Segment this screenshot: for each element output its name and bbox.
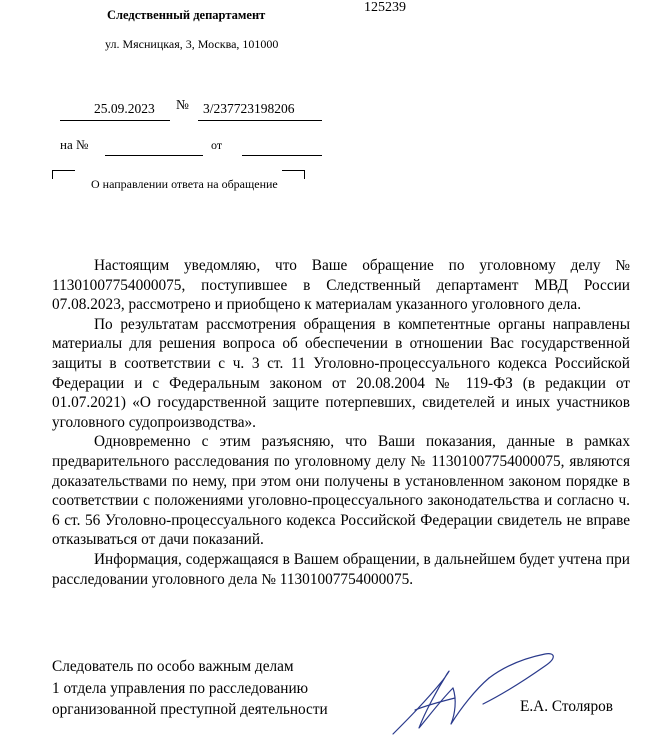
department-name: Следственный департамент — [107, 8, 266, 22]
body-paragraph: Одновременно с этим разъясняю, что Ваши показания, данные в рамках предварительного расследования по уголовному делу № 11301007754000075, являются доказательствами по нему, при этом они получены в установленном законом порядке в соответствии с положениями уголовно-процессуального законодательства и согласно ч. 6 ст. 56 Уголовно-процессуального кодекса Российской Федерации свидетель не вправе отказываться от дачи показаний. — [52, 433, 630, 549]
number-sign: № — [176, 97, 189, 112]
outgoing-date: 25.09.2023 — [94, 101, 155, 116]
document-id: 125239 — [364, 0, 406, 15]
body-paragraph: Настоящим уведомляю, что Ваше обращение по уголовному делу № 11301007754000075, поступившее в Следственный департамент МВД России 07.08.2023, рассмотрено и приобщено к материалам указанного уголовного дела. — [52, 257, 630, 314]
reference-number-label: на № — [60, 137, 89, 152]
reference-number-line — [105, 155, 203, 156]
handwritten-signature — [385, 650, 560, 736]
reference-date-line — [242, 155, 322, 156]
signatory-name: Е.А. Столяров — [520, 698, 613, 715]
subject-bracket-right — [282, 170, 305, 179]
letter-body — [52, 256, 630, 589]
body-paragraph: Информация, содержащаяся в Вашем обращении, в дальнейшем будет учтена при расследовании уголовного дела № 11301007754000075. — [52, 550, 630, 588]
position-line: организованной преступной деятельности — [52, 701, 328, 718]
position-line: 1 отдела управления по расследованию — [52, 679, 309, 697]
number-underline — [198, 120, 322, 121]
body-paragraph: По результатам рассмотрения обращения в компетентные органы направлены материалы для решения вопроса об обеспечении в отношении Вас государственной защиты в соответствии с ч. 3 ст. 11 Уголовно-процессуального кодекса Российской Федерации и с Федеральным законом от 20.08.2004 № 119-ФЗ (в редакции от 01.07.2021) «О государственной защите потерпевших, свидетелей и иных участников уголовного судопроизводства». — [52, 315, 630, 431]
date-underline — [60, 120, 170, 121]
subject-line: О направлении ответа на обращение — [91, 177, 278, 191]
outgoing-number: 3/237723198206 — [203, 101, 295, 116]
department-address: ул. Мясницкая, 3, Москва, 101000 — [105, 37, 279, 51]
signatory-position — [52, 656, 328, 721]
position-line: Следователь по особо важным делам — [52, 658, 294, 675]
reference-date-label: от — [211, 138, 223, 152]
subject-bracket-left — [52, 170, 75, 179]
